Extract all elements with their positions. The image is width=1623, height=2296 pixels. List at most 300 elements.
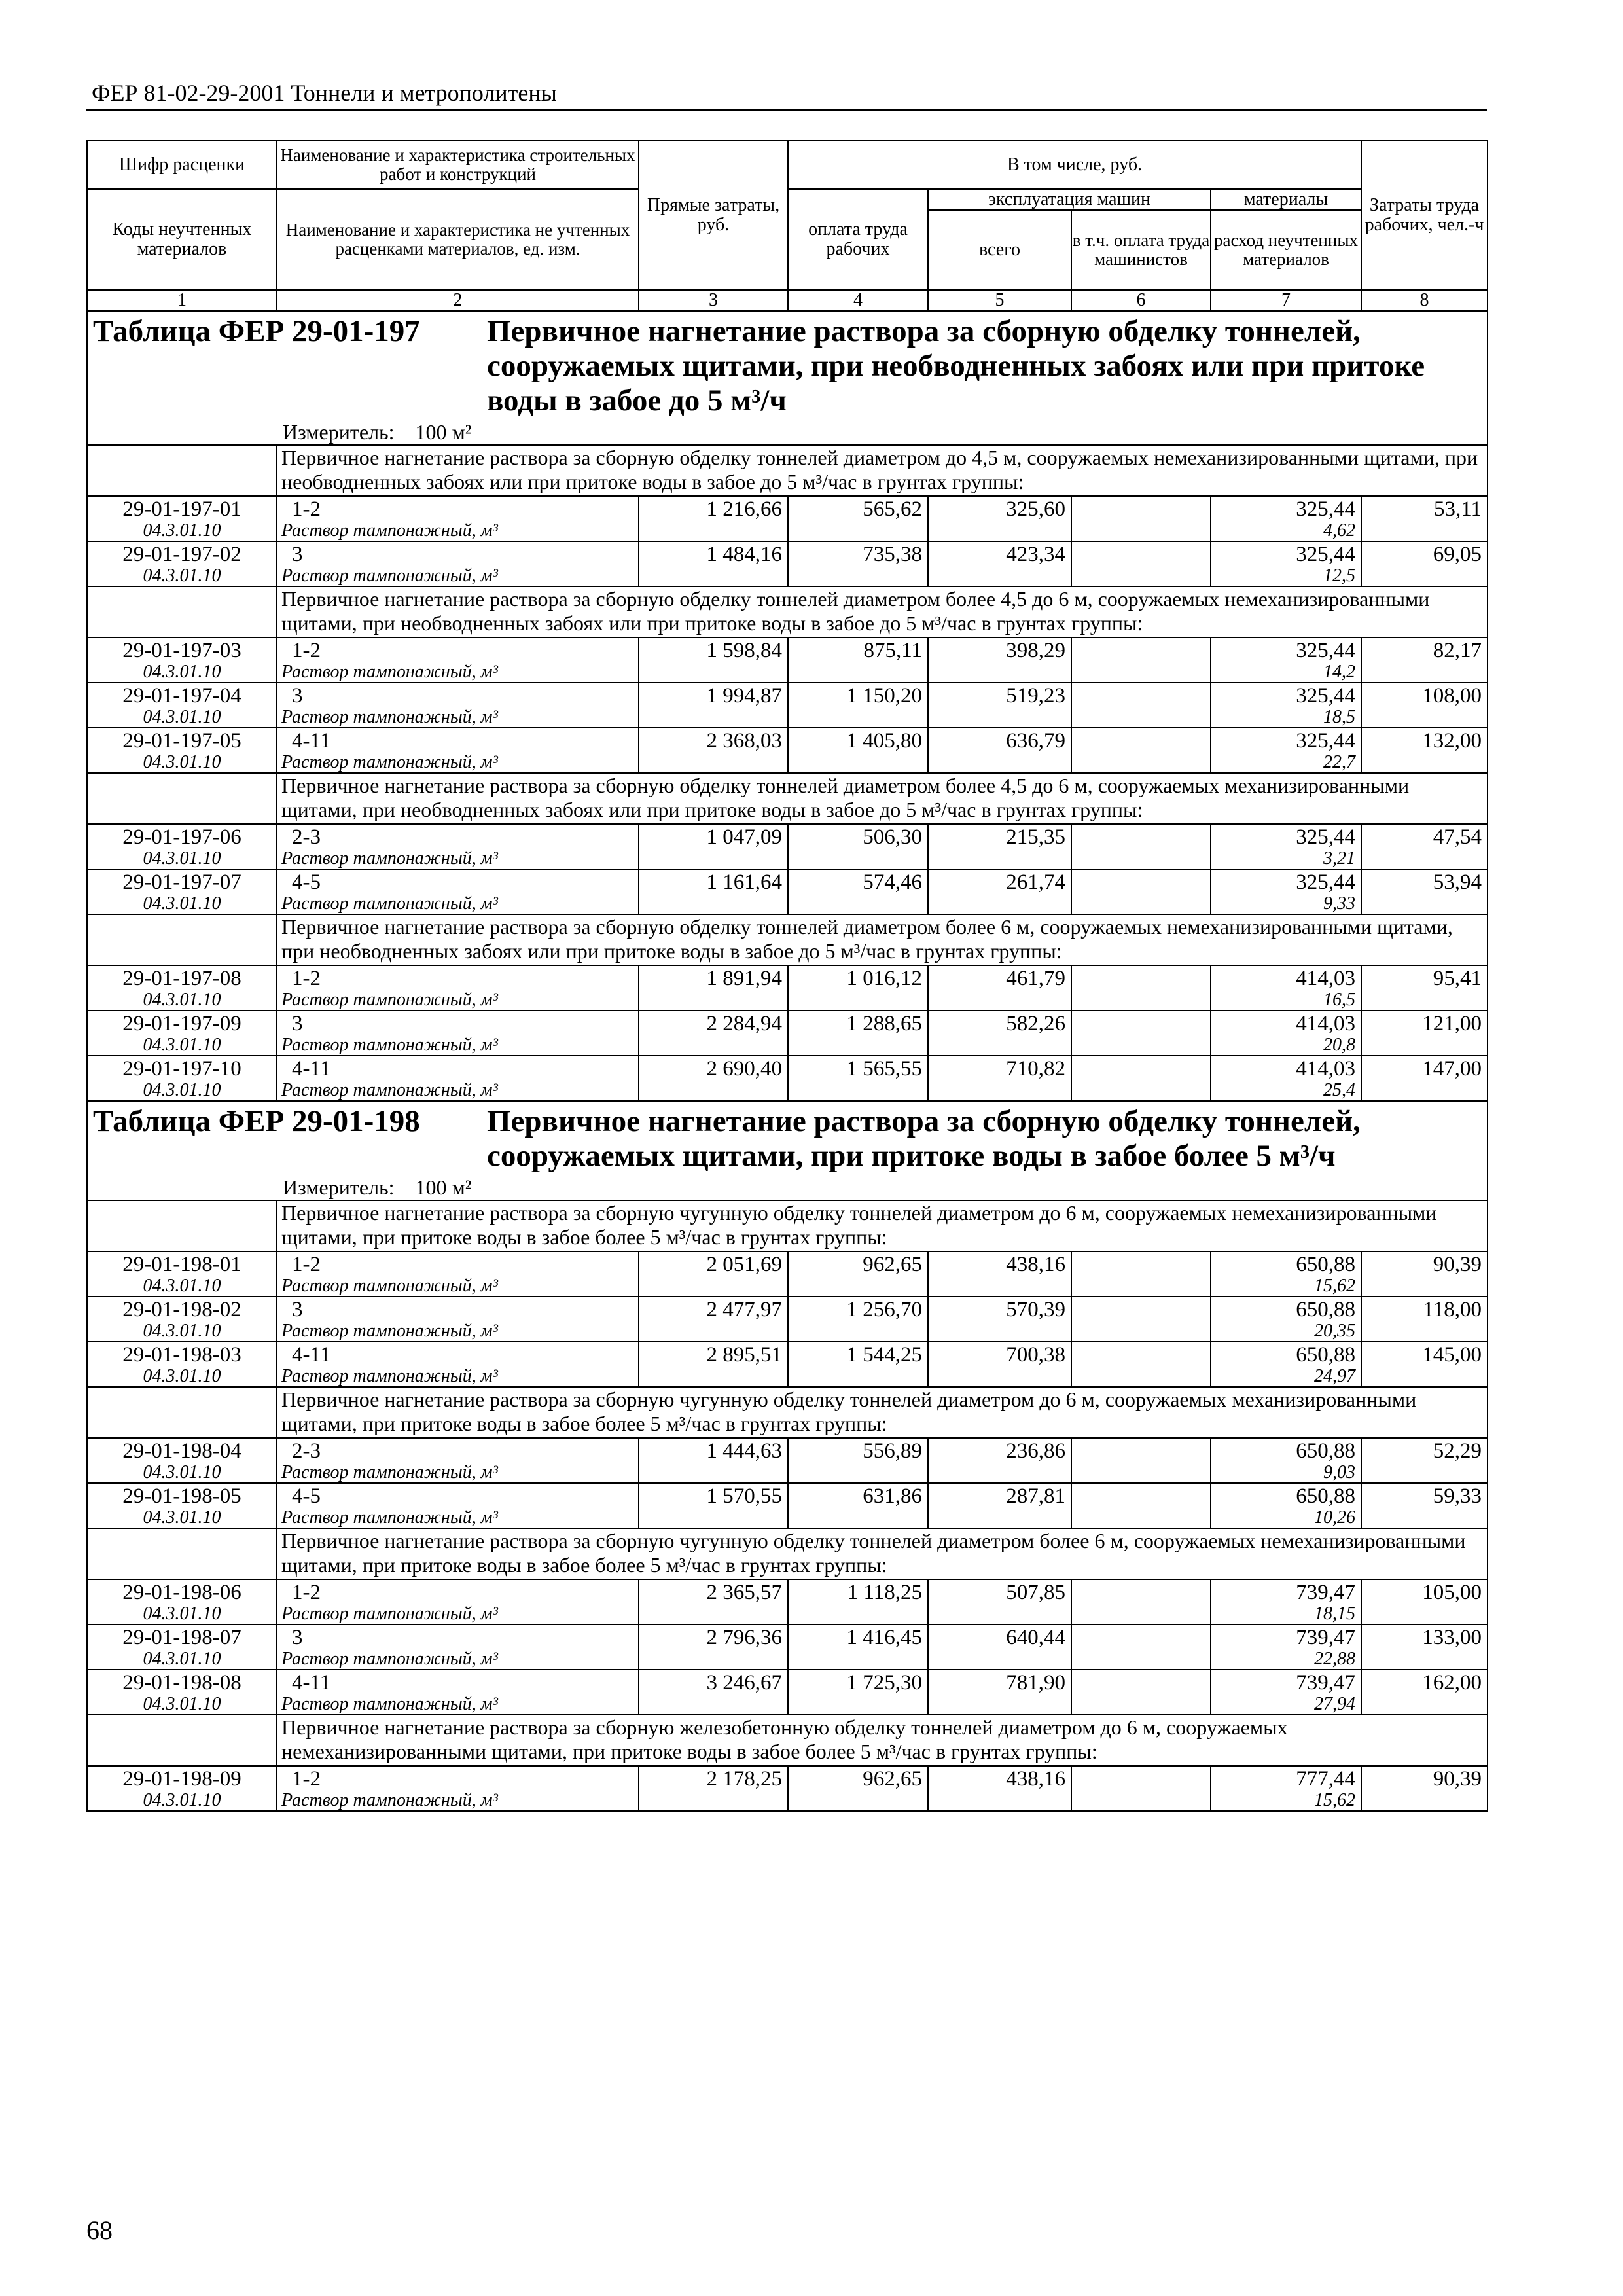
machines-total: 582,26 xyxy=(1006,1012,1065,1035)
table-row xyxy=(87,1766,1488,1811)
direct-cost: 2 365,57 xyxy=(706,1581,782,1604)
soil-group: 1-2 xyxy=(292,1767,321,1791)
machines-total: 438,16 xyxy=(1006,1767,1065,1791)
direct-cost: 2 284,94 xyxy=(706,1012,782,1035)
rate-code: 29-01-198-01 xyxy=(122,1253,241,1276)
table-row xyxy=(87,496,1488,541)
machines-total: 261,74 xyxy=(1006,870,1065,894)
material-code: 04.3.01.10 xyxy=(143,752,221,772)
labor-hours: 133,00 xyxy=(1422,1626,1482,1649)
labor-hours-cell xyxy=(1361,496,1488,541)
code-cell xyxy=(87,1011,277,1056)
col-machinists-header: в т.ч. оплата труда машинистов xyxy=(1071,210,1211,290)
name-cell xyxy=(277,728,639,773)
machinists-pay-cell xyxy=(1071,496,1211,541)
labor-hours-cell xyxy=(1361,1766,1488,1811)
table-row xyxy=(87,1483,1488,1528)
group-row xyxy=(87,1715,1488,1766)
labor-pay-cell xyxy=(788,1056,928,1101)
materials-cell xyxy=(1211,1297,1361,1342)
machines-total: 570,39 xyxy=(1006,1298,1065,1321)
soil-group: 2-3 xyxy=(292,825,321,849)
code-cell xyxy=(87,683,277,728)
machinists-pay-cell xyxy=(1071,1251,1211,1297)
direct-cost: 1 484,16 xyxy=(706,543,782,566)
materials-cell xyxy=(1211,1579,1361,1624)
materials-cell xyxy=(1211,1766,1361,1811)
group-code-cell xyxy=(87,914,277,965)
machines-total-cell xyxy=(928,496,1071,541)
table-title-row xyxy=(87,311,1488,445)
soil-group: 4-11 xyxy=(292,1671,331,1695)
soil-group: 3 xyxy=(292,1626,303,1649)
soil-group: 3 xyxy=(292,1298,303,1321)
machines-total: 438,16 xyxy=(1006,1253,1065,1276)
materials-cell xyxy=(1211,1056,1361,1101)
table-title-cell xyxy=(87,1101,1488,1200)
labor-hours-cell xyxy=(1361,824,1488,869)
materials-cell xyxy=(1211,965,1361,1011)
material-name: Раствор тампонажный, м³ xyxy=(281,1462,498,1482)
soil-group: 1-2 xyxy=(292,639,321,662)
direct-cost: 3 246,67 xyxy=(706,1671,782,1695)
table-row xyxy=(87,1579,1488,1624)
table-row xyxy=(87,869,1488,914)
machines-total: 636,79 xyxy=(1006,729,1065,753)
labor-pay: 1 565,55 xyxy=(846,1057,922,1081)
name-cell xyxy=(277,637,639,683)
labor-pay: 574,46 xyxy=(863,870,922,894)
rate-code: 29-01-198-04 xyxy=(122,1439,241,1463)
table-row xyxy=(87,1342,1488,1387)
material-quantity: 15,62 xyxy=(1314,1276,1356,1296)
code-cell xyxy=(87,1670,277,1715)
name-cell xyxy=(277,541,639,586)
material-code: 04.3.01.10 xyxy=(143,1366,221,1386)
labor-pay-cell xyxy=(788,824,928,869)
table-title-row xyxy=(87,1101,1488,1200)
table-row xyxy=(87,541,1488,586)
code-cell xyxy=(87,1579,277,1624)
soil-group: 3 xyxy=(292,684,303,708)
name-cell xyxy=(277,1483,639,1528)
machinists-pay-cell xyxy=(1071,1624,1211,1670)
materials-cost: 325,44 xyxy=(1296,870,1356,894)
machines-total: 640,44 xyxy=(1006,1626,1065,1649)
code-cell xyxy=(87,1766,277,1811)
name-cell xyxy=(277,1624,639,1670)
material-name: Раствор тампонажный, м³ xyxy=(281,1790,498,1810)
group-code-cell xyxy=(87,586,277,637)
labor-hours: 90,39 xyxy=(1433,1767,1482,1791)
direct-cost-cell xyxy=(639,728,788,773)
machinists-pay xyxy=(1072,1011,1210,1013)
labor-hours-cell xyxy=(1361,1579,1488,1624)
direct-cost: 2 690,40 xyxy=(706,1057,782,1081)
materials-cell xyxy=(1211,637,1361,683)
labor-hours: 47,54 xyxy=(1433,825,1482,849)
material-quantity: 14,2 xyxy=(1323,662,1356,682)
measure-line xyxy=(93,1175,1482,1200)
material-name: Раствор тампонажный, м³ xyxy=(281,520,498,541)
labor-hours: 121,00 xyxy=(1422,1012,1482,1035)
labor-pay-cell xyxy=(788,1483,928,1528)
labor-pay-cell xyxy=(788,1011,928,1056)
direct-cost-cell xyxy=(639,1670,788,1715)
labor-pay-cell xyxy=(788,496,928,541)
labor-hours: 162,00 xyxy=(1422,1671,1482,1695)
table-row xyxy=(87,1624,1488,1670)
code-cell xyxy=(87,1251,277,1297)
labor-hours: 90,39 xyxy=(1433,1253,1482,1276)
direct-cost-cell xyxy=(639,869,788,914)
table-row xyxy=(87,1297,1488,1342)
group-row xyxy=(87,773,1488,824)
direct-cost-cell xyxy=(639,683,788,728)
soil-group: 2-3 xyxy=(292,1439,321,1463)
labor-pay: 631,86 xyxy=(863,1484,922,1508)
group-row xyxy=(87,1200,1488,1251)
material-quantity: 22,7 xyxy=(1323,752,1356,772)
material-code: 04.3.01.10 xyxy=(143,848,221,869)
materials-cost: 325,44 xyxy=(1296,825,1356,849)
name-cell xyxy=(277,1438,639,1483)
machinists-pay-cell xyxy=(1071,1579,1211,1624)
labor-hours: 118,00 xyxy=(1423,1298,1482,1321)
materials-cost: 739,47 xyxy=(1296,1671,1356,1695)
materials-cell xyxy=(1211,1011,1361,1056)
material-code: 04.3.01.10 xyxy=(143,1694,221,1714)
soil-group: 1-2 xyxy=(292,1253,321,1276)
machines-total: 287,81 xyxy=(1006,1484,1065,1508)
table-row xyxy=(87,683,1488,728)
soil-group: 4-11 xyxy=(292,1343,331,1367)
machinists-pay xyxy=(1072,1767,1210,1768)
labor-pay-cell xyxy=(788,1624,928,1670)
machinists-pay-cell xyxy=(1071,1011,1211,1056)
group-row xyxy=(87,914,1488,965)
group-description-cell xyxy=(277,586,1488,637)
labor-pay: 962,65 xyxy=(863,1767,922,1791)
name-cell xyxy=(277,965,639,1011)
machines-total: 781,90 xyxy=(1006,1671,1065,1695)
machinists-pay xyxy=(1072,728,1210,730)
machinists-pay xyxy=(1072,825,1210,826)
machinists-pay-cell xyxy=(1071,869,1211,914)
machinists-pay-cell xyxy=(1071,1438,1211,1483)
group-description: Первичное нагнетание раствора за сборную чугунную обделку тоннелей диаметром до 6 м, сооружаемых немеханизированными щитами, при притоке воды в забое более 5 м³/час в грунтах группы: xyxy=(281,1201,1437,1249)
group-description-cell xyxy=(277,773,1488,824)
code-cell xyxy=(87,637,277,683)
name-cell xyxy=(277,1579,639,1624)
machinists-pay xyxy=(1072,1625,1210,1626)
labor-pay: 875,11 xyxy=(863,639,922,662)
col-incl-header: В том числе, руб. xyxy=(788,141,1361,189)
direct-cost: 1 047,09 xyxy=(706,825,782,849)
materials-cost: 650,88 xyxy=(1296,1484,1356,1508)
labor-hours: 147,00 xyxy=(1422,1057,1482,1081)
code-cell xyxy=(87,824,277,869)
code-cell xyxy=(87,1438,277,1483)
rate-code: 29-01-197-04 xyxy=(122,684,241,708)
column-number: 4 xyxy=(788,290,928,311)
column-number: 1 xyxy=(87,290,277,311)
labor-pay: 1 016,12 xyxy=(846,967,922,990)
labor-hours-cell xyxy=(1361,869,1488,914)
materials-cell xyxy=(1211,1438,1361,1483)
rate-code: 29-01-197-10 xyxy=(122,1057,241,1081)
group-description-cell xyxy=(277,1200,1488,1251)
direct-cost: 1 570,55 xyxy=(706,1484,782,1508)
rate-code: 29-01-197-09 xyxy=(122,1012,241,1035)
labor-pay-cell xyxy=(788,965,928,1011)
soil-group: 4-11 xyxy=(292,1057,331,1081)
col-name-sub-header: Наименование и характеристика не учтенных расценками материалов, ед. изм. xyxy=(277,189,639,290)
materials-cell xyxy=(1211,824,1361,869)
direct-cost-cell xyxy=(639,1766,788,1811)
materials-cell xyxy=(1211,541,1361,586)
material-name: Раствор тампонажный, м³ xyxy=(281,1649,498,1669)
col-machines-total-header: всего xyxy=(928,210,1071,290)
direct-cost: 2 796,36 xyxy=(706,1626,782,1649)
group-description: Первичное нагнетание раствора за сборную обделку тоннелей диаметром более 4,5 до 6 м, сооружаемых механизированными щитами, при необводненных забоях или при притоке воды в забое до 5 м³/час в грунтах группы: xyxy=(281,774,1410,821)
table-row xyxy=(87,637,1488,683)
group-description: Первичное нагнетание раствора за сборную чугунную обделку тоннелей диаметром до 6 м, сооружаемых механизированными щитами, при притоке воды в забое более 5 м³/час в грунтах группы: xyxy=(281,1388,1417,1435)
direct-cost-cell xyxy=(639,1579,788,1624)
materials-cost: 414,03 xyxy=(1296,967,1356,990)
col-name-header: Наименование и характеристика строительных работ и конструкций xyxy=(277,141,639,189)
table-title xyxy=(93,1104,1482,1174)
table-row xyxy=(87,1011,1488,1056)
labor-pay-cell xyxy=(788,1438,928,1483)
table-row xyxy=(87,1056,1488,1101)
name-cell xyxy=(277,1251,639,1297)
group-description-cell xyxy=(277,1387,1488,1438)
material-code: 04.3.01.10 xyxy=(143,990,221,1010)
materials-cost: 325,44 xyxy=(1296,729,1356,753)
material-name: Раствор тампонажный, м³ xyxy=(281,565,498,586)
machinists-pay-cell xyxy=(1071,637,1211,683)
material-name: Раствор тампонажный, м³ xyxy=(281,848,498,869)
labor-pay: 1 544,25 xyxy=(846,1343,922,1367)
direct-cost-cell xyxy=(639,1483,788,1528)
labor-hours-cell xyxy=(1361,637,1488,683)
labor-pay: 735,38 xyxy=(863,543,922,566)
table-number: Таблица ФЕР 29-01-198 xyxy=(93,1104,420,1138)
table-row xyxy=(87,1438,1488,1483)
column-number: 7 xyxy=(1211,290,1361,311)
soil-group: 3 xyxy=(292,543,303,566)
code-cell xyxy=(87,965,277,1011)
machines-total-cell xyxy=(928,1251,1071,1297)
machinists-pay xyxy=(1072,870,1210,871)
direct-cost-cell xyxy=(639,1011,788,1056)
name-cell xyxy=(277,1011,639,1056)
group-code-cell xyxy=(87,445,277,496)
labor-hours-cell xyxy=(1361,1251,1488,1297)
group-row xyxy=(87,445,1488,496)
machines-total: 710,82 xyxy=(1006,1057,1065,1081)
material-code: 04.3.01.10 xyxy=(143,520,221,541)
machinists-pay xyxy=(1072,497,1210,498)
labor-hours-cell xyxy=(1361,1438,1488,1483)
machines-total-cell xyxy=(928,1670,1071,1715)
code-cell xyxy=(87,1297,277,1342)
machinists-pay-cell xyxy=(1071,1297,1211,1342)
labor-hours-cell xyxy=(1361,1342,1488,1387)
labor-pay-cell xyxy=(788,1251,928,1297)
machinists-pay xyxy=(1072,1252,1210,1253)
labor-hours: 52,29 xyxy=(1433,1439,1482,1463)
rate-code: 29-01-198-09 xyxy=(122,1767,241,1791)
machinists-pay xyxy=(1072,966,1210,967)
header-row-1 xyxy=(87,141,1488,189)
material-code: 04.3.01.10 xyxy=(143,1035,221,1055)
labor-hours-cell xyxy=(1361,1011,1488,1056)
machines-total-cell xyxy=(928,1297,1071,1342)
materials-cost: 414,03 xyxy=(1296,1057,1356,1081)
direct-cost-cell xyxy=(639,824,788,869)
col-materials-header: материалы xyxy=(1211,189,1361,210)
labor-pay: 1 405,80 xyxy=(846,729,922,753)
machines-total: 461,79 xyxy=(1006,967,1065,990)
machines-total-cell xyxy=(928,637,1071,683)
labor-hours-cell xyxy=(1361,1624,1488,1670)
machinists-pay xyxy=(1072,1297,1210,1299)
machinists-pay-cell xyxy=(1071,683,1211,728)
material-name: Раствор тампонажный, м³ xyxy=(281,1080,498,1100)
rate-code: 29-01-197-05 xyxy=(122,729,241,753)
group-description: Первичное нагнетание раствора за сборную обделку тоннелей диаметром до 4,5 м, сооружаемых немеханизированными щитами, при необводненных забоях или при притоке воды в забое до 5 м³/час в грунтах группы: xyxy=(281,446,1478,493)
labor-pay-cell xyxy=(788,683,928,728)
material-name: Раствор тампонажный, м³ xyxy=(281,1276,498,1296)
machinists-pay-cell xyxy=(1071,1766,1211,1811)
labor-pay: 556,89 xyxy=(863,1439,922,1463)
code-cell xyxy=(87,496,277,541)
table-number: Таблица ФЕР 29-01-197 xyxy=(93,314,420,348)
labor-pay: 565,62 xyxy=(863,497,922,521)
machinists-pay-cell xyxy=(1071,541,1211,586)
name-cell xyxy=(277,824,639,869)
material-quantity: 9,03 xyxy=(1323,1462,1356,1482)
materials-cost: 650,88 xyxy=(1296,1439,1356,1463)
material-quantity: 25,4 xyxy=(1323,1080,1356,1100)
labor-hours: 82,17 xyxy=(1433,639,1482,662)
soil-group: 4-11 xyxy=(292,729,331,753)
labor-pay-cell xyxy=(788,1670,928,1715)
labor-hours: 53,11 xyxy=(1433,497,1482,521)
labor-pay: 1 416,45 xyxy=(846,1626,922,1649)
machinists-pay xyxy=(1072,1670,1210,1672)
labor-pay-cell xyxy=(788,728,928,773)
col-materials-sub-header: расход неучтенных материалов xyxy=(1211,210,1361,290)
labor-hours: 108,00 xyxy=(1422,684,1482,708)
measure-label: Измеритель: xyxy=(283,1175,395,1199)
rate-code: 29-01-197-07 xyxy=(122,870,241,894)
machines-total-cell xyxy=(928,869,1071,914)
direct-cost-cell xyxy=(639,637,788,683)
column-number: 6 xyxy=(1071,290,1211,311)
table-title xyxy=(93,314,1482,418)
col-code-sub-header: Коды неучтенных материалов xyxy=(87,189,277,290)
materials-cost: 325,44 xyxy=(1296,639,1356,662)
direct-cost-cell xyxy=(639,496,788,541)
col-direct-header: Прямые затраты, руб. xyxy=(639,141,788,290)
labor-pay: 962,65 xyxy=(863,1253,922,1276)
machinists-pay xyxy=(1072,683,1210,685)
machines-total-cell xyxy=(928,1766,1071,1811)
group-description: Первичное нагнетание раствора за сборную чугунную обделку тоннелей диаметром более 6 м, сооружаемых немеханизированными щитами, при притоке воды в забое более 5 м³/час в грунтах группы: xyxy=(281,1529,1466,1577)
material-quantity: 10,26 xyxy=(1314,1507,1356,1528)
material-quantity: 18,15 xyxy=(1314,1604,1356,1624)
machines-total-cell xyxy=(928,965,1071,1011)
column-number: 3 xyxy=(639,290,788,311)
labor-pay-cell xyxy=(788,869,928,914)
material-code: 04.3.01.10 xyxy=(143,893,221,914)
code-cell xyxy=(87,541,277,586)
rate-code: 29-01-198-06 xyxy=(122,1581,241,1604)
group-code-cell xyxy=(87,1715,277,1766)
labor-hours: 69,05 xyxy=(1433,543,1482,566)
labor-hours: 145,00 xyxy=(1422,1343,1482,1367)
soil-group: 1-2 xyxy=(292,1581,321,1604)
direct-cost-cell xyxy=(639,965,788,1011)
labor-pay-cell xyxy=(788,1297,928,1342)
material-quantity: 20,35 xyxy=(1314,1321,1356,1341)
machinists-pay xyxy=(1072,1580,1210,1581)
machines-total: 325,60 xyxy=(1006,497,1065,521)
labor-hours: 132,00 xyxy=(1422,729,1482,753)
group-code-cell xyxy=(87,1200,277,1251)
rate-code: 29-01-197-01 xyxy=(122,497,241,521)
direct-cost-cell xyxy=(639,541,788,586)
material-quantity: 4,62 xyxy=(1323,520,1356,541)
direct-cost-cell xyxy=(639,1056,788,1101)
group-description: Первичное нагнетание раствора за сборную обделку тоннелей диаметром более 6 м, сооружаемых немеханизированными щитами, при необводненных забоях или при притоке воды в забое до 5 м³/час в грунтах группы: xyxy=(281,915,1453,963)
rate-code: 29-01-198-02 xyxy=(122,1298,241,1321)
machines-total-cell xyxy=(928,1438,1071,1483)
direct-cost-cell xyxy=(639,1438,788,1483)
code-cell xyxy=(87,869,277,914)
materials-cell xyxy=(1211,869,1361,914)
code-cell xyxy=(87,1342,277,1387)
machinists-pay-cell xyxy=(1071,1056,1211,1101)
rate-code: 29-01-197-03 xyxy=(122,639,241,662)
labor-hours: 105,00 xyxy=(1422,1581,1482,1604)
code-cell xyxy=(87,1624,277,1670)
materials-cell xyxy=(1211,1483,1361,1528)
labor-pay: 1 118,25 xyxy=(847,1581,922,1604)
material-name: Раствор тампонажный, м³ xyxy=(281,893,498,914)
measure-value: 100 м² xyxy=(415,420,472,444)
machinists-pay xyxy=(1072,1342,1210,1344)
material-code: 04.3.01.10 xyxy=(143,662,221,682)
materials-cell xyxy=(1211,496,1361,541)
rate-code: 29-01-198-07 xyxy=(122,1626,241,1649)
material-quantity: 9,33 xyxy=(1323,893,1356,914)
material-name: Раствор тампонажный, м³ xyxy=(281,1035,498,1055)
material-name: Раствор тампонажный, м³ xyxy=(281,1507,498,1528)
column-numbers-row xyxy=(87,290,1488,311)
col-labor-cost-header: Затраты труда рабочих, чел.-ч xyxy=(1361,141,1488,290)
materials-cost: 325,44 xyxy=(1296,543,1356,566)
col-code-header: Шифр расценки xyxy=(87,141,277,189)
direct-cost: 1 161,64 xyxy=(706,870,782,894)
labor-pay: 1 150,20 xyxy=(846,684,922,708)
machinists-pay-cell xyxy=(1071,1670,1211,1715)
material-code: 04.3.01.10 xyxy=(143,1462,221,1482)
machines-total: 423,34 xyxy=(1006,543,1065,566)
